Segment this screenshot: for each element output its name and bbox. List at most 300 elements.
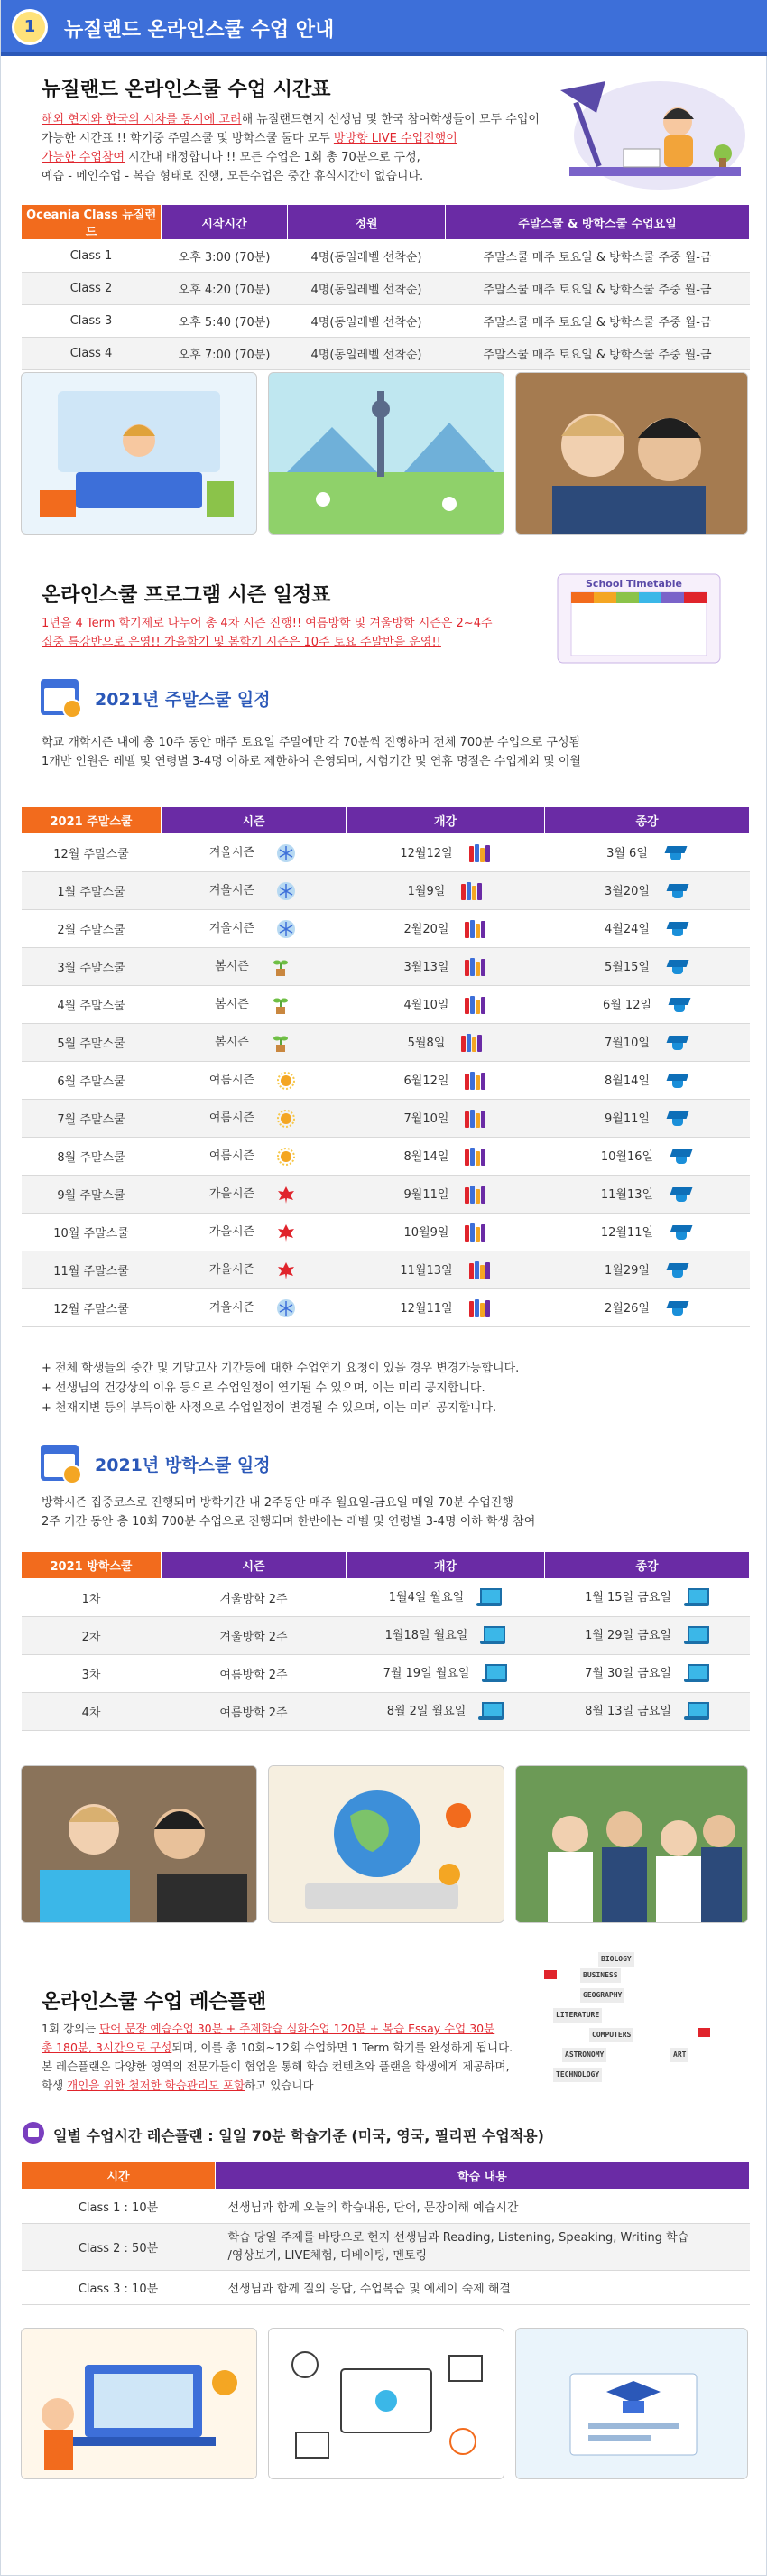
table-cell-text: 여름시즌 <box>208 1074 255 1088</box>
table-cell <box>347 1579 545 1617</box>
table-cell <box>162 1289 347 1327</box>
table-row <box>22 1655 750 1693</box>
table-cell <box>162 1579 347 1617</box>
table-cell-text: 5월 주말스쿨 <box>57 1037 125 1051</box>
table-cell <box>545 1176 750 1214</box>
vacation-desc-line-1: 방학시즌 집중코스로 진행되며 방학기간 내 2주동안 매주 월요일-금요일 매일 70분 수업진행 <box>42 1496 513 1510</box>
table-row <box>22 273 750 305</box>
table-cell-text: 겨울시즌 <box>208 884 255 898</box>
graduation-cap-icon <box>666 1110 689 1128</box>
table-cell-text: 여름방학 2주 <box>219 1669 288 1682</box>
table-cell-text: 7월 19일 월요일 <box>383 1667 470 1681</box>
graduation-cap-icon <box>670 1148 693 1166</box>
table-cell-text: 8월 2일 월요일 <box>386 1705 467 1719</box>
table-cell <box>545 872 750 910</box>
sprout-icon <box>269 995 292 1015</box>
table-cell <box>162 986 347 1024</box>
table-cell-text: 10월 주말스쿨 <box>53 1227 129 1241</box>
table-cell <box>162 1655 347 1693</box>
table-cell-text: 6월12일 <box>403 1074 449 1088</box>
laptop-icon <box>684 1664 709 1684</box>
weekend-desc-line-2: 1개반 인원은 레벨 및 연령별 3-4명 이하로 제한하여 운영되며, 시험기간 및 연휴 명절은 수업제외 및 이월 <box>42 755 581 768</box>
table-cell-text: 5월8일 <box>407 1036 446 1050</box>
table-cell: 선생님과 함께 질의 응답, 수업복습 및 에세이 숙제 해결 <box>216 2271 750 2305</box>
table-row <box>22 1251 750 1289</box>
graduation-cap-icon <box>666 1034 689 1052</box>
laptop-icon <box>482 1664 507 1684</box>
table-cell <box>162 1214 347 1251</box>
snowflake-icon <box>274 881 298 901</box>
crossword-word: ASTRONOMY <box>562 2048 606 2062</box>
laptop-icon <box>476 1588 502 1608</box>
table-cell: 선생님과 함께 오늘의 학습내용, 단어, 문장이해 예습시간 <box>216 2190 750 2224</box>
books-icon <box>465 958 486 976</box>
table-cell <box>545 1024 750 1062</box>
table-cell: 4명(동일레벨 선착순) <box>288 305 446 338</box>
table-cell-text: 11월13일 <box>400 1263 453 1278</box>
photo-online-learning-icons <box>268 2328 504 2479</box>
lesson-header-time: 시간 <box>22 2162 216 2190</box>
vacation-schedule-table <box>21 1551 750 1731</box>
table-cell-text: 가을시즌 <box>208 1187 255 1202</box>
table-cell <box>347 1655 545 1693</box>
table-cell-text: 3월 6일 <box>606 846 648 860</box>
table-cell <box>162 948 347 986</box>
table-row <box>22 834 750 872</box>
table-cell <box>545 834 750 872</box>
table-cell <box>22 1176 162 1214</box>
graduation-cap-icon <box>666 958 689 976</box>
laptop-icon <box>684 1588 709 1608</box>
weekend-header-course: 2021 주말스쿨 <box>22 807 162 834</box>
table-cell <box>545 1062 750 1100</box>
table-cell <box>347 1214 545 1251</box>
table-cell-text: 겨울시즌 <box>208 846 255 860</box>
table-cell <box>22 910 162 948</box>
sprout-icon <box>269 1033 292 1053</box>
table-row <box>22 1138 750 1176</box>
lesson-desc-highlight-4: 개인을 위한 철저한 학습관리도 포함 <box>67 2078 245 2092</box>
table-cell <box>22 1138 162 1176</box>
books-icon <box>469 844 491 862</box>
table-cell-text: 11월13일 <box>600 1187 654 1202</box>
photo-world-map-illustration <box>268 1765 504 1923</box>
table-cell: 주말스쿨 매주 토요일 & 방학스쿨 주중 월-금 <box>446 305 750 338</box>
note-item: + 선생님의 건강상의 이유 등으로 수업일정이 연기될 수 있으며, 이는 미리 공지합니다. <box>42 1381 485 1395</box>
table-cell <box>22 986 162 1024</box>
crossword-word: TECHNOLOGY <box>553 2068 602 2082</box>
table-cell <box>22 1251 162 1289</box>
table-cell <box>162 1693 347 1731</box>
table-cell <box>347 1251 545 1289</box>
table-cell-text: 4월24일 <box>605 922 650 936</box>
table-cell <box>347 1062 545 1100</box>
table-cell-text: 12월11일 <box>600 1225 654 1240</box>
timetable-title: 뉴질랜드 온라인스쿨 수업 시간표 <box>42 79 331 101</box>
table-cell <box>545 1617 750 1655</box>
table-row <box>22 2271 750 2305</box>
table-cell <box>545 1251 750 1289</box>
weekend-subtitle: 2021년 주말스쿨 일정 <box>95 690 271 710</box>
timetable-desc-text-1: 해 뉴질랜드현지 선생님 및 한국 참여학생들이 모두 수업이 <box>241 113 540 126</box>
table-cell-text: 8월 13일 금요일 <box>585 1705 671 1719</box>
lesson-content-line: 학습 당일 주제를 바탕으로 현지 선생님과 Reading, Listening, Speaking, Writing 학습 <box>227 2230 689 2245</box>
photo-new-zealand-illustration <box>268 372 504 535</box>
timetable-table <box>21 204 750 370</box>
table-cell-text: 7월 30일 금요일 <box>585 1667 671 1681</box>
graduation-cap-icon <box>666 1299 689 1317</box>
lesson-desc-text-3: 본 레슨플랜은 다양한 영역의 전문가들이 협업을 통해 학습 컨텐츠와 플랜을 학생에게 제공하며, <box>42 2060 510 2073</box>
table-row <box>22 910 750 948</box>
table-cell-text: 겨울시즌 <box>208 922 255 936</box>
vacation-header-course: 2021 방학스쿨 <box>22 1552 162 1579</box>
table-cell <box>347 872 545 910</box>
table-cell-text: 1월4일 월요일 <box>388 1591 465 1605</box>
weekend-desc-line-1: 학교 개학시즌 내에 총 10주 동안 매주 토요일 주말에만 각 70분씩 진행하며 전체 700분 수업으로 구성됨 <box>42 736 581 749</box>
timetable-header-class: Oceania Class 뉴질랜드 <box>22 205 162 240</box>
crossword-word: BUSINESS <box>580 1968 621 1983</box>
weekend-header-season: 시즌 <box>162 807 347 834</box>
vacation-desc-line-2: 2주 기간 동안 총 10회 700분 수업으로 진행되며 한반에는 레벨 및 연령별 3-4명 이하 학생 참여 <box>42 1515 536 1529</box>
table-cell-text: 여름시즌 <box>208 1111 255 1126</box>
books-icon <box>465 1148 486 1166</box>
table-cell-text: 10월16일 <box>600 1149 654 1164</box>
table-cell-text: 9월 주말스쿨 <box>57 1189 125 1203</box>
table-cell <box>162 1024 347 1062</box>
page-title: 뉴질랜드 온라인스쿨 수업 안내 <box>64 19 335 42</box>
table-row <box>22 1617 750 1655</box>
books-icon <box>465 1110 486 1128</box>
season-description <box>42 614 547 652</box>
table-row <box>22 872 750 910</box>
table-cell <box>545 1214 750 1251</box>
table-cell-text: 1월9일 <box>407 884 446 898</box>
table-cell-text: 3월20일 <box>605 884 650 898</box>
table-cell <box>22 834 162 872</box>
desk-illustration <box>542 63 750 199</box>
table-cell <box>347 1693 545 1731</box>
table-cell-text: 1월29일 <box>605 1263 650 1278</box>
vacation-header-start: 개강 <box>347 1552 545 1579</box>
table-cell: 오후 5:40 (70분) <box>162 305 288 338</box>
table-cell <box>545 1138 750 1176</box>
table-row <box>22 948 750 986</box>
table-cell <box>162 872 347 910</box>
lesson-desc-text-4: 학생 <box>42 2078 68 2092</box>
table-row <box>22 2190 750 2224</box>
table-cell <box>22 872 162 910</box>
graduation-cap-icon <box>666 882 689 900</box>
section-number-badge: 1 <box>12 9 48 45</box>
table-cell: 오후 7:00 (70분) <box>162 338 288 370</box>
table-cell <box>162 834 347 872</box>
laptop-icon <box>478 1702 504 1722</box>
crossword-word: BIOLOGY <box>598 1952 634 1967</box>
table-cell: Class 4 <box>22 338 162 370</box>
table-cell-text: 2차 <box>81 1631 101 1644</box>
timetable-header-days: 주말스쿨 & 방학스쿨 수업요일 <box>446 205 750 240</box>
weekend-schedule-table <box>21 806 750 1327</box>
timetable-header-start: 시작시간 <box>162 205 288 240</box>
table-row <box>22 1062 750 1100</box>
table-cell-text: 10월9일 <box>403 1225 449 1240</box>
lesson-content-line: /영상보기, LIVE체험, 디베이팅, 멘토링 <box>227 2248 428 2263</box>
weekend-header-start: 개강 <box>347 807 545 834</box>
table-row <box>22 2224 750 2271</box>
timetable-desc-text-3: 시간대 배정합니다 !! 모든 수업은 1회 총 70분으로 구성, <box>125 151 420 164</box>
table-cell-text: 11월 주말스쿨 <box>53 1265 129 1279</box>
photo-students-group <box>515 1765 748 1923</box>
table-cell-text: 8월14일 <box>605 1074 650 1088</box>
snowflake-icon <box>274 919 298 939</box>
calendar-icon <box>41 679 79 715</box>
table-cell-text: 4월 주말스쿨 <box>57 1000 125 1013</box>
table-cell: Class 3 : 10분 <box>22 2271 216 2305</box>
table-cell-text: 3월 주말스쿨 <box>57 962 125 975</box>
table-cell <box>545 1579 750 1617</box>
table-cell-text: 겨울시즌 <box>208 1301 255 1316</box>
table-cell <box>347 986 545 1024</box>
table-cell <box>22 948 162 986</box>
table-cell-text: 4월10일 <box>403 998 449 1012</box>
table-cell <box>545 910 750 948</box>
table-cell: 주말스쿨 매주 토요일 & 방학스쿨 주중 월-금 <box>446 273 750 305</box>
table-cell-text: 2월26일 <box>605 1301 650 1316</box>
table-cell <box>22 1579 162 1617</box>
timetable-desc-text-4: 예습 - 메인수업 - 복습 형태로 진행, 모든수업은 중간 휴식시간이 없습니다. <box>42 170 424 183</box>
table-row <box>22 1579 750 1617</box>
table-cell-text: 겨울방학 2주 <box>219 1593 288 1606</box>
table-cell-text: 6월 12일 <box>602 998 652 1012</box>
books-icon <box>465 920 486 938</box>
table-cell-text: 가을시즌 <box>208 1263 255 1278</box>
table-cell: 4명(동일레벨 선착순) <box>288 273 446 305</box>
photo-graduation-illustration <box>515 2328 748 2479</box>
table-cell-text: 2월 주말스쿨 <box>57 924 125 937</box>
note-item: + 전체 학생들의 중간 및 기말고사 기간등에 대한 수업연기 요청이 있을 경우 변경가능합니다. <box>42 1362 520 1375</box>
table-cell: Class 1 <box>22 240 162 273</box>
season-desc-line-2: 집중 특강반으로 운영!! 가을학기 및 봄학기 시즌은 10주 토요 주말반을 운영!! <box>42 636 441 649</box>
photo-online-teacher-illustration <box>21 372 257 535</box>
graduation-cap-icon <box>668 996 691 1014</box>
vacation-description <box>42 1493 745 1531</box>
table-cell-text: 가을시즌 <box>208 1225 255 1240</box>
table-cell-text: 4차 <box>81 1706 101 1720</box>
weekend-description <box>42 733 745 771</box>
crossword-word: GEOGRAPHY <box>580 1988 624 2003</box>
books-icon <box>465 996 486 1014</box>
table-cell-text: 9월11일 <box>605 1111 650 1126</box>
lesson-plan-table <box>21 2162 750 2305</box>
table-cell-text: 1월 주말스쿨 <box>57 886 125 899</box>
timetable-desc-highlight-3: 가능한 수업참여 <box>42 151 125 164</box>
timetable-desc-highlight-1: 해외 현지와 한국의 시차를 동시에 고려 <box>42 113 242 126</box>
table-cell <box>545 1655 750 1693</box>
table-cell: Class 2 <box>22 273 162 305</box>
books-icon <box>469 1299 491 1317</box>
table-cell-text: 5월15일 <box>605 960 650 974</box>
lesson-plan-description <box>42 2019 547 2095</box>
photo-students <box>515 372 748 535</box>
table-cell <box>22 1024 162 1062</box>
table-row <box>22 1100 750 1138</box>
books-icon <box>461 1034 483 1052</box>
table-cell <box>545 986 750 1024</box>
table-cell-text: 8월 주말스쿨 <box>57 1151 125 1165</box>
timetable-desc-text-2: 가능한 시간표 !! 학기중 주말스쿨 및 방학스쿨 둘다 모두 <box>42 132 334 145</box>
laptop-icon <box>480 1626 505 1646</box>
table-cell <box>162 1062 347 1100</box>
lesson-desc-highlight-1: 단어 문장 예습수업 30분 + 주제학습 심화수업 120분 + 복습 Essay 수업 30분 <box>99 2022 495 2035</box>
table-cell-text: 12월12일 <box>400 846 453 860</box>
table-cell <box>162 1617 347 1655</box>
table-cell-text: 7월10일 <box>403 1111 449 1126</box>
table-cell <box>162 1176 347 1214</box>
table-cell-text: 12월 주말스쿨 <box>53 848 129 861</box>
table-cell-text: 겨울방학 2주 <box>219 1631 288 1644</box>
crossword-word: ART <box>670 2048 688 2062</box>
table-cell-text: 8월14일 <box>403 1149 449 1164</box>
sun-icon <box>274 1109 298 1129</box>
table-cell <box>22 1617 162 1655</box>
table-cell <box>216 2224 750 2271</box>
table-cell <box>22 1289 162 1327</box>
table-cell: 주말스쿨 매주 토요일 & 방학스쿨 주중 월-금 <box>446 338 750 370</box>
table-cell <box>22 1693 162 1731</box>
table-cell-text: 12월 주말스쿨 <box>53 1303 129 1316</box>
table-cell: Class 3 <box>22 305 162 338</box>
timetable-desc-highlight-2: 방방향 LIVE 수업진행이 <box>333 132 457 145</box>
table-row <box>22 1214 750 1251</box>
table-cell-text: 6월 주말스쿨 <box>57 1075 125 1089</box>
books-icon <box>465 1072 486 1090</box>
table-cell-text: 여름방학 2주 <box>219 1706 288 1720</box>
crossword-word: LITERATURE <box>553 2008 602 2023</box>
sprout-icon <box>269 957 292 977</box>
sun-icon <box>274 1071 298 1091</box>
season-title: 온라인스쿨 프로그램 시즌 일정표 <box>42 584 331 607</box>
photo-teachers-online <box>21 1765 257 1923</box>
note-item: + 천재지변 등의 부득이한 사정으로 수업일정이 변경될 수 있으며, 이는 미리 공지합니다. <box>42 1401 497 1415</box>
table-cell: 오후 4:20 (70분) <box>162 273 288 305</box>
graduation-cap-icon <box>666 920 689 938</box>
table-cell <box>545 1289 750 1327</box>
table-cell <box>22 1062 162 1100</box>
snowflake-icon <box>274 843 298 863</box>
maple-leaf-icon <box>274 1223 298 1242</box>
sun-icon <box>274 1147 298 1167</box>
table-row <box>22 1024 750 1062</box>
table-cell <box>162 1100 347 1138</box>
graduation-cap-icon <box>664 844 688 862</box>
table-cell: Class 1 : 10분 <box>22 2190 216 2224</box>
weekend-notes <box>42 1359 519 1418</box>
photo-student-laptop-illustration <box>21 2328 257 2479</box>
graduation-cap-icon <box>666 1261 689 1279</box>
table-cell <box>162 1251 347 1289</box>
table-cell <box>545 1100 750 1138</box>
table-row <box>22 986 750 1024</box>
table-cell <box>162 1138 347 1176</box>
timetable-header-capacity: 정원 <box>288 205 446 240</box>
lesson-plan-icon <box>23 2122 44 2144</box>
table-cell-text: 봄시즌 <box>215 960 249 974</box>
graduation-cap-icon <box>666 1072 689 1090</box>
vacation-subtitle: 2021년 방학스쿨 일정 <box>95 1455 271 1475</box>
table-cell: 4명(동일레벨 선착순) <box>288 240 446 273</box>
table-row <box>22 338 750 370</box>
table-cell-text: 1월 29일 금요일 <box>585 1629 671 1643</box>
lesson-plan-title: 온라인스쿨 수업 레슨플랜 <box>42 1991 267 2013</box>
table-cell <box>22 1655 162 1693</box>
table-cell-text: 12월11일 <box>400 1301 453 1316</box>
table-cell <box>347 1138 545 1176</box>
table-cell <box>347 910 545 948</box>
weekend-header-end: 종강 <box>545 807 750 834</box>
table-cell <box>347 948 545 986</box>
table-cell <box>347 1289 545 1327</box>
timetable-description <box>42 110 574 186</box>
table-cell <box>347 1024 545 1062</box>
lesson-desc-text-2: 되며, 이를 총 10회~12회 수업하면 1 Term 학기를 완성하게 됩니다. <box>171 2041 513 2054</box>
daily-lesson-plan-heading: 일별 수업시간 레슨플랜 : 일일 70분 학습기준 (미국, 영국, 필리핀 수업적용) <box>53 2127 544 2144</box>
vacation-header-season: 시즌 <box>162 1552 347 1579</box>
table-cell-text: 1차 <box>81 1593 101 1606</box>
maple-leaf-icon <box>274 1185 298 1204</box>
top-header <box>1 0 767 56</box>
graduation-cap-icon <box>670 1223 693 1242</box>
table-row <box>22 1693 750 1731</box>
table-cell: 주말스쿨 매주 토요일 & 방학스쿨 주중 월-금 <box>446 240 750 273</box>
table-row <box>22 1176 750 1214</box>
maple-leaf-icon <box>274 1260 298 1280</box>
lesson-desc-highlight-2: 총 180분, 3시간으로 구성 <box>42 2041 172 2054</box>
table-cell-text: 봄시즌 <box>215 1036 249 1050</box>
laptop-icon <box>684 1702 709 1722</box>
table-row <box>22 1289 750 1327</box>
table-cell-text: 여름시즌 <box>208 1149 255 1164</box>
subject-crossword-illustration <box>544 1952 716 2097</box>
table-cell <box>347 1176 545 1214</box>
table-cell-text: 3차 <box>81 1669 101 1682</box>
table-cell-text: 3월13일 <box>403 960 449 974</box>
table-cell: 4명(동일레벨 선착순) <box>288 338 446 370</box>
books-icon <box>461 882 483 900</box>
table-cell-text: 7월10일 <box>605 1036 650 1050</box>
crossword-word: COMPUTERS <box>589 2028 633 2042</box>
table-cell <box>22 1100 162 1138</box>
table-cell <box>347 1100 545 1138</box>
lesson-desc-text-5: 하고 있습니다 <box>245 2078 314 2092</box>
school-timetable-label: School Timetable <box>586 578 682 590</box>
table-cell-text: 9월11일 <box>403 1187 449 1202</box>
table-cell-text: 봄시즌 <box>215 998 249 1012</box>
table-cell <box>545 948 750 986</box>
lesson-desc-text-1: 1회 강의는 <box>42 2022 100 2035</box>
table-cell <box>22 1214 162 1251</box>
table-cell <box>162 910 347 948</box>
table-cell-text: 1월 15일 금요일 <box>585 1591 671 1605</box>
books-icon <box>469 1261 491 1279</box>
lesson-header-content: 학습 내용 <box>216 2162 750 2190</box>
vacation-header-end: 종강 <box>545 1552 750 1579</box>
books-icon <box>465 1223 486 1242</box>
table-row <box>22 240 750 273</box>
table-cell: Class 2 : 50분 <box>22 2224 216 2271</box>
season-desc-line-1: 1년을 4 Term 학기제로 나누어 총 4차 시즌 진행!! 여름방학 및 겨울방학 시즌은 2~4주 <box>42 617 493 630</box>
graduation-cap-icon <box>670 1186 693 1204</box>
table-cell <box>347 834 545 872</box>
